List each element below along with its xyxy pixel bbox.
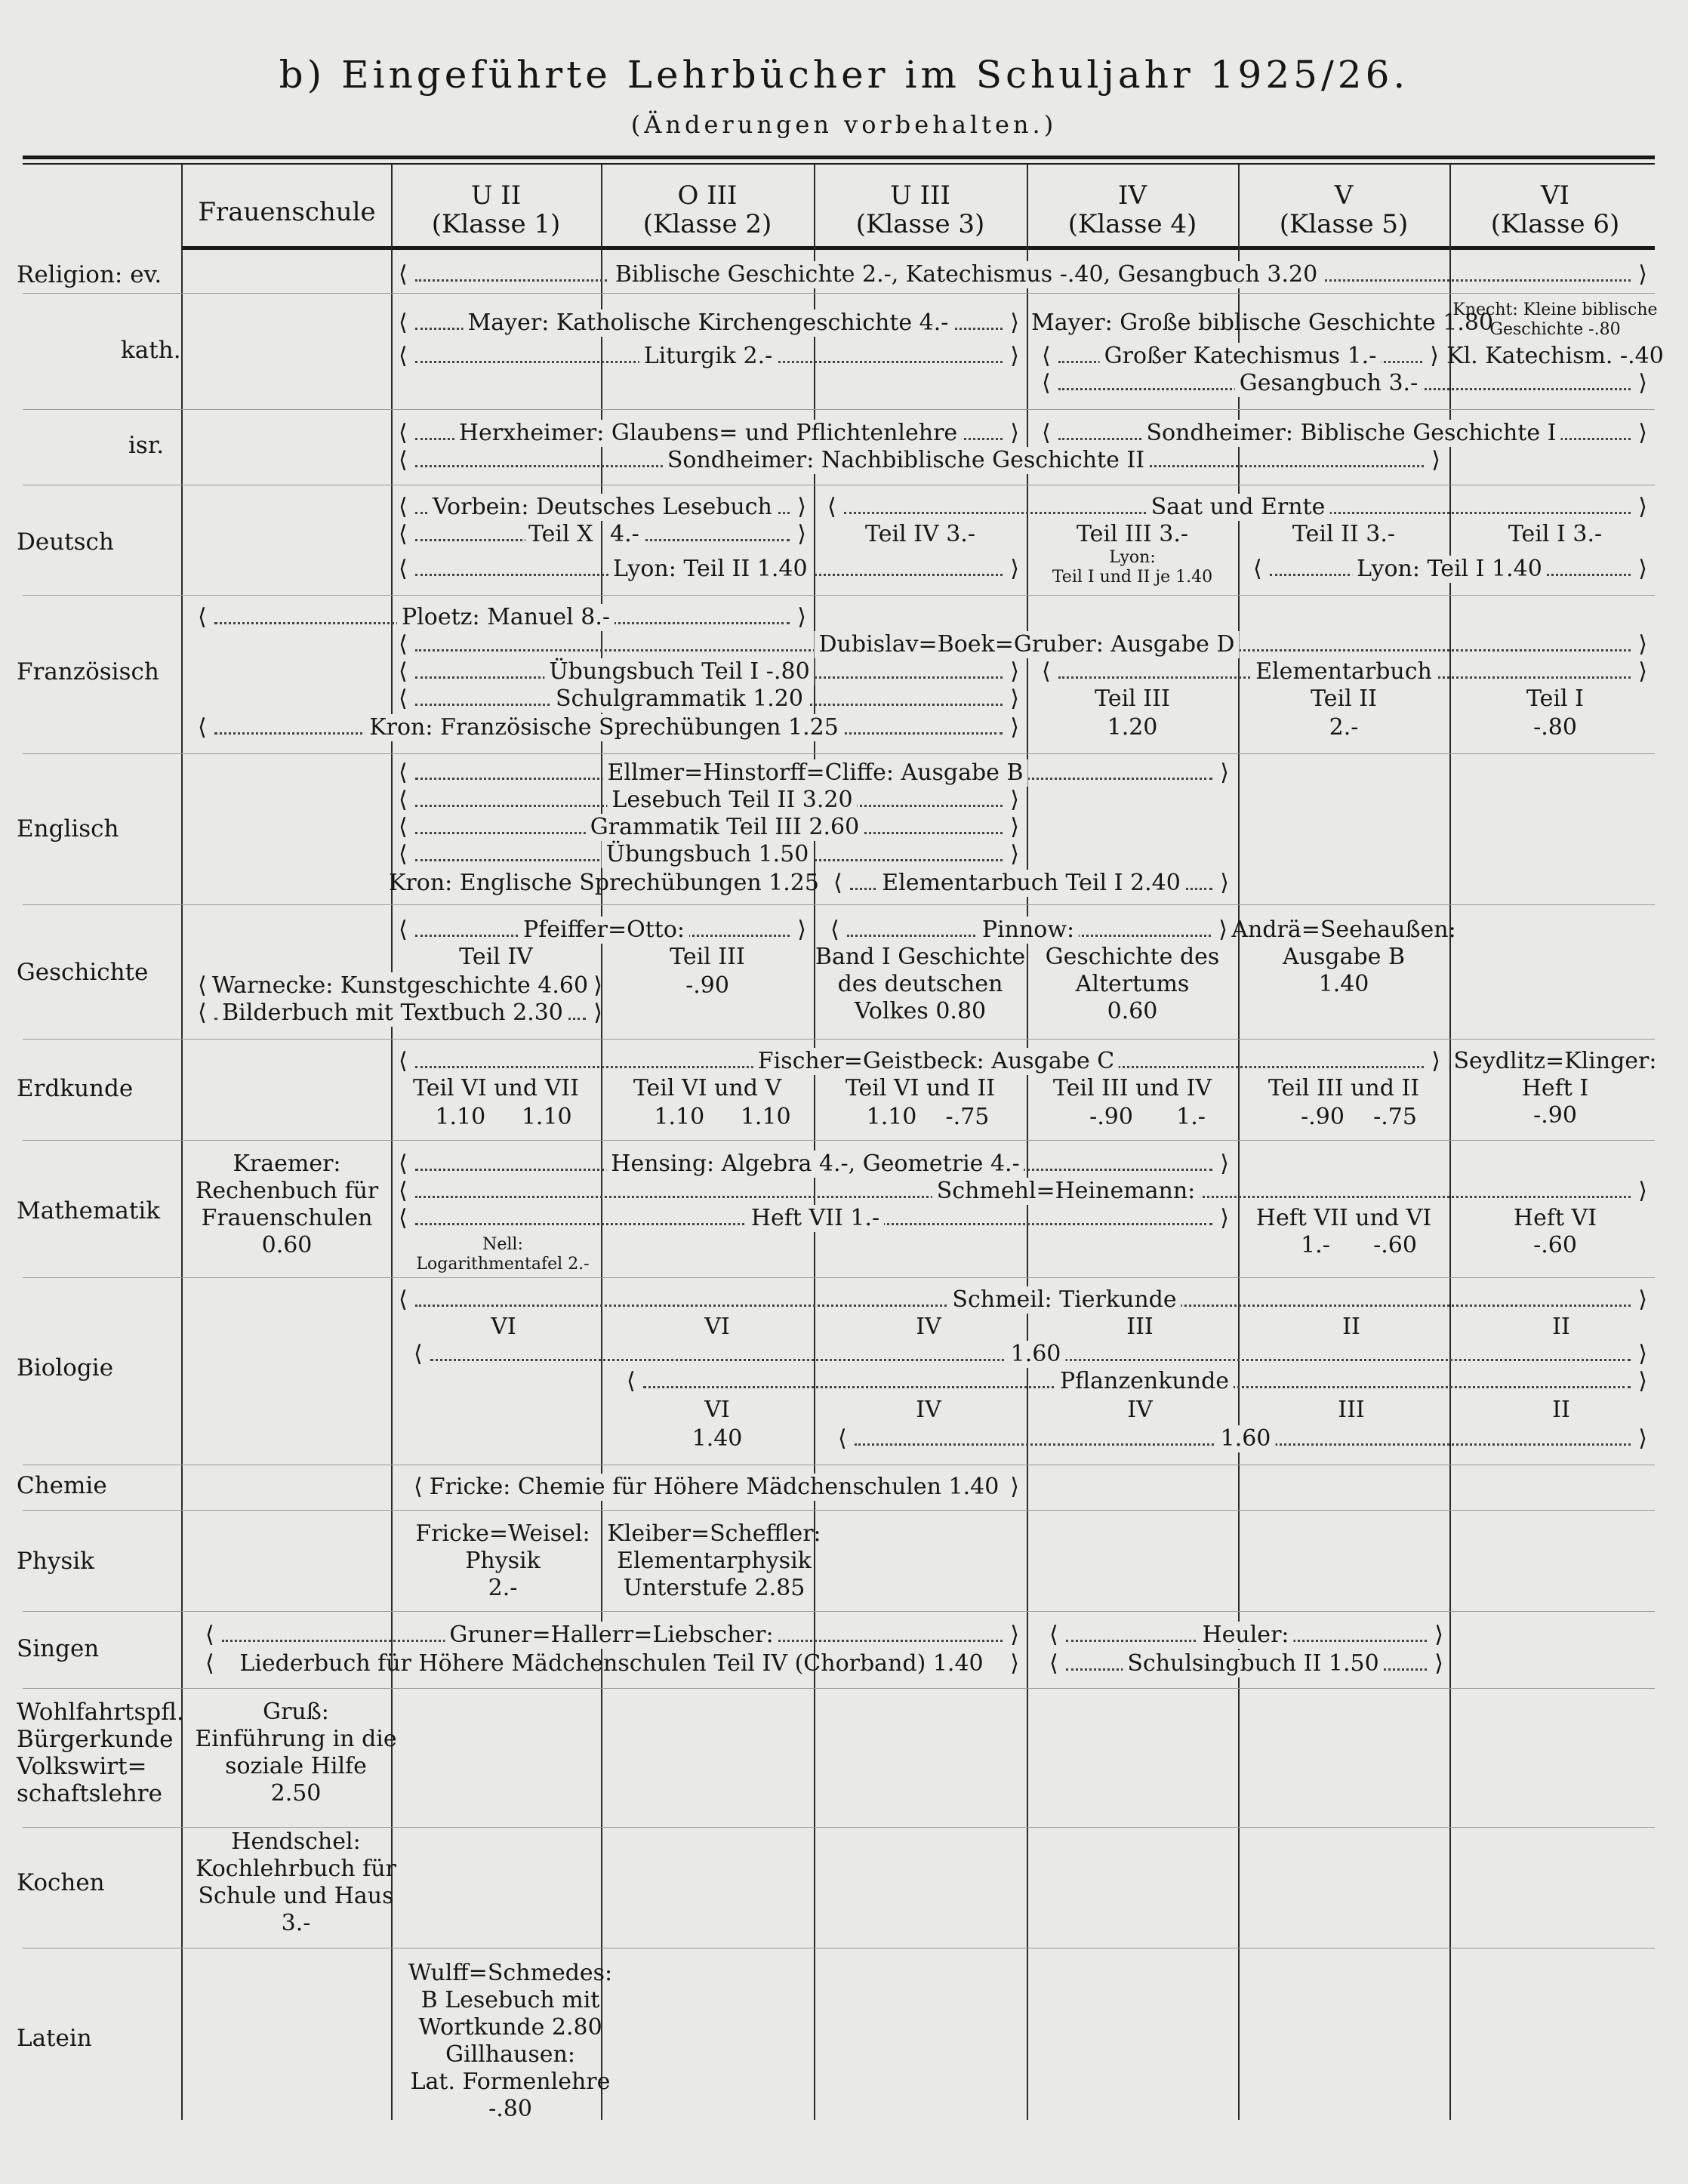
range-arrow: ⟨ ⟩	[399, 1151, 1229, 1177]
range-arrow: ⟨	[399, 521, 602, 548]
entry-ma-frauenschulen: Frauenschulen	[201, 1205, 373, 1231]
entry-bio-pfl-iv: IV	[1127, 1397, 1153, 1423]
entry-en-ellmer: Ellmer=Hinstorff=Cliffe: Ausgabe B	[602, 759, 1027, 787]
entry-de-teil-ii: Teil II 3.-	[1292, 521, 1396, 547]
entry-ek-uii-price: 1.10 1.10	[435, 1104, 572, 1130]
range-arrow: ⟨ ⟩	[399, 1286, 1647, 1313]
entry-ma-heft-vi: Heft VI	[1513, 1205, 1597, 1231]
row-separator	[23, 293, 1655, 294]
entry-ma-heft-vii-vi: Heft VII und VI	[1255, 1205, 1432, 1231]
entry-ek-iv: Teil III und IV	[1052, 1075, 1212, 1101]
entry-fr-teil-ii: Teil II	[1311, 685, 1377, 712]
entry-ek-uiii-price: 1.10 -.75	[866, 1104, 990, 1130]
range-arrow: ⟨ ⟩	[399, 841, 1019, 867]
entry-ge-teil-iii-price: -.90	[685, 972, 729, 999]
subject-isr: isr.	[128, 432, 165, 459]
entry-fr-kron: Kron: Französische Sprechübungen 1.25	[365, 714, 843, 741]
entry-ma-logarithmentafel: Logarithmentafel 2.-	[416, 1255, 590, 1274]
entry-wo-price: 2.50	[270, 1780, 322, 1807]
entry-bio-pfl-vi: II	[1552, 1397, 1570, 1423]
range-arrow: ⟨ ⟩	[833, 870, 1229, 896]
entry-de-teil-iv: Teil IV 3.-	[865, 521, 975, 547]
entry-bio-pflanzenkunde: Pflanzenkunde	[1055, 1368, 1234, 1395]
entry-ek-fischer: Fischer=Geistbeck: Ausgabe C	[753, 1048, 1119, 1075]
entry-la-formenlehre: Lat. Formenlehre	[410, 2068, 611, 2095]
entry-de-vorbein: Vorbein: Deutsches Lesebuch	[428, 494, 777, 521]
range-arrow: ⟨ ⟩	[399, 658, 1019, 685]
entry-ge-deutschen: des deutschen	[837, 971, 1003, 997]
subject-kath: kath.	[121, 337, 181, 364]
row-separator	[23, 1277, 1655, 1278]
entry-ge-pfeiffer: Pfeiffer=Otto:	[519, 916, 689, 944]
entry-ma-heft-vii-vi-price: 1.- -.60	[1301, 1232, 1417, 1258]
entry-ek-v-price: -.90 -.75	[1301, 1104, 1417, 1130]
range-arrow: ⟨ ⟩	[1049, 1622, 1443, 1648]
row-separator	[23, 1827, 1655, 1828]
entry-ph-elementarphysik: Elementarphysik	[617, 1548, 812, 1574]
entry-ek-heft-i: Heft I	[1521, 1075, 1589, 1101]
header-oiii-name: O III	[677, 180, 738, 211]
subject-mathematik: Mathematik	[17, 1197, 161, 1224]
entry-kath-katechismus: Großer Katechismus 1.-	[1100, 343, 1382, 370]
subject-singen: Singen	[17, 1635, 100, 1662]
subject-wohlfahrt-3: Volkswirt=	[17, 1753, 147, 1780]
subject-erdkunde: Erdkunde	[17, 1075, 134, 1102]
entry-fr-teil-ii-price: 2.-	[1329, 714, 1359, 741]
entry-ek-seydlitz: Seydlitz=Klinger:	[1453, 1048, 1657, 1074]
header-iv-name: IV	[1118, 180, 1147, 211]
entry-de-lyon-i-ii: Teil I und II je 1.40	[1052, 568, 1213, 587]
range-arrow: ⟨ ⟩	[399, 556, 1019, 582]
entry-bio-pfl-v: III	[1338, 1397, 1365, 1423]
range-arrow: ⟨ ⟩	[399, 1205, 1229, 1231]
row-separator	[23, 1688, 1655, 1689]
entry-isr-herxheimer: Herxheimer: Glaubens= und Pflichtenlehre	[454, 420, 962, 447]
entry-ge-volkes: Volkes 0.80	[854, 998, 987, 1024]
entry-ph-fricke-weisel: Fricke=Weisel:	[415, 1520, 590, 1547]
entry-fr-uebungsbuch: Übungsbuch Teil I -.80	[544, 658, 814, 685]
entry-de-teil-x: Teil X	[525, 521, 596, 548]
entry-en-grammatik: Grammatik Teil III 2.60	[586, 814, 864, 841]
entry-ge-altertums-price: 0.60	[1107, 998, 1158, 1024]
entry-wo-einfuehrung: Einführung in die	[195, 1726, 397, 1752]
entry-si-liederbuch: Liederbuch für Höhere Mädchenschulen Teil IV (Chorband) 1.40	[239, 1650, 984, 1677]
header-v-name: V	[1334, 180, 1354, 211]
range-arrow: ⟨ ⟩	[198, 604, 806, 630]
entry-de-saat-und-ernte: Saat und Ernte	[1147, 494, 1330, 521]
entry-ph-kleiber: Kleiber=Scheffler:	[607, 1520, 821, 1547]
range-arrow: ⟨ ⟩	[399, 1178, 1647, 1204]
entry-bio-tier-v: II	[1342, 1314, 1360, 1340]
entry-ge-teil-iii: Teil III	[670, 944, 745, 970]
subject-chemie: Chemie	[17, 1472, 107, 1499]
entry-ek-uiii: Teil VI und II	[845, 1075, 996, 1101]
entry-de-teil-i: Teil I 3.-	[1508, 521, 1603, 547]
range-arrow: ⟨ ⟩	[399, 916, 806, 943]
entry-ek-oiii: Teil VI und V	[633, 1075, 782, 1101]
entry-ge-geschichte-des: Geschichte des	[1045, 944, 1220, 970]
entry-si-schulsingbuch: Schulsingbuch II 1.50	[1123, 1650, 1383, 1677]
subject-wohlfahrt-2: Bürgerkunde	[17, 1726, 174, 1753]
range-arrow: ⟨ ⟩	[399, 310, 1019, 336]
entry-ko-hendschel: Hendschel:	[231, 1828, 361, 1855]
header-frauenschule: Frauenschule	[198, 197, 376, 227]
range-arrow: ⟨ ⟩	[198, 714, 1019, 741]
entry-bio-pfl-oiii: VI	[704, 1397, 730, 1423]
entry-wo-soziale-hilfe: soziale Hilfe	[225, 1753, 367, 1779]
entry-si-heuler: Heuler:	[1197, 1622, 1293, 1649]
header-rule	[181, 246, 1655, 250]
entry-en-lesebuch: Lesebuch Teil II 3.20	[607, 787, 857, 814]
entry-ko-schule-haus: Schule und Haus	[198, 1883, 394, 1909]
entry-kath-biblische-geschichte: Mayer: Große biblische Geschichte 1.80	[1031, 310, 1494, 336]
header-uiii-klasse: (Klasse 3)	[855, 209, 985, 239]
entry-ge-band-i: Band I Geschichte	[815, 944, 1026, 970]
entry-fr-teil-iii: Teil III	[1095, 685, 1170, 712]
entry-bio-schmeil: Schmeil: Tierkunde	[947, 1286, 1181, 1314]
entry-ek-v: Teil III und II	[1268, 1075, 1420, 1101]
entry-fr-ploetz: Ploetz: Manuel 8.-	[397, 604, 615, 631]
entry-kath-knecht-2: Geschichte -.80	[1489, 320, 1621, 339]
entry-ek-iv-price: -.90 1.-	[1089, 1104, 1206, 1130]
range-arrow: ⟨ ⟩	[399, 494, 806, 520]
entry-la-lesebuch: B Lesebuch mit	[420, 1987, 600, 2013]
entry-kath-knecht-1: Knecht: Kleine biblische	[1452, 300, 1658, 319]
subject-wohlfahrt-1: Wohlfahrtspfl.	[17, 1699, 184, 1726]
range-arrow: ⟨ ⟩	[1253, 556, 1647, 582]
entry-ge-ausgabe-b-price: 1.40	[1318, 971, 1369, 997]
entry-bio-pfl-uiii: IV	[916, 1397, 941, 1423]
entry-bio-tier-iv: III	[1126, 1314, 1154, 1340]
entry-ge-ausgabe-b: Ausgabe B	[1282, 944, 1406, 970]
range-arrow: ⟨ ⟩	[627, 1368, 1647, 1394]
range-arrow: ⟨ ⟩	[198, 972, 602, 999]
subject-wohlfahrt-4: schaftslehre	[17, 1780, 162, 1807]
header-oiii-klasse: (Klasse 2)	[642, 209, 772, 239]
entry-bio-tier-oiii: VI	[704, 1314, 730, 1340]
entry-ge-andrae: Andrä=Seehaußen:	[1231, 916, 1456, 943]
entry-de-4: 4.-	[610, 521, 644, 548]
range-arrow: ⟨ ⟩	[838, 1425, 1647, 1452]
range-arrow: ⟨ ⟩	[399, 759, 1229, 786]
range-arrow: ⟨ ⟩	[399, 343, 1019, 369]
header-iv-klasse: (Klasse 4)	[1067, 209, 1197, 239]
entry-bio-tier-vi: II	[1552, 1314, 1570, 1340]
entry-isr-biblisch: Sondheimer: Biblische Geschichte I	[1142, 420, 1561, 447]
row-separator	[23, 409, 1655, 410]
row-separator	[23, 904, 1655, 905]
entry-kath-liturgik: Liturgik 2.-	[639, 343, 778, 370]
page-title: b) Eingeführte Lehrbücher im Schuljahr 1925/26.	[279, 53, 1409, 97]
entry-si-gruner: Gruner=Hallerr=Liebscher:	[445, 1622, 778, 1649]
range-arrow: ⟨ ⟩	[399, 685, 1019, 712]
entry-ma-heft-vi-price: -.60	[1533, 1232, 1577, 1258]
entry-la-wulff: Wulff=Schmedes:	[408, 1960, 613, 1986]
subject-physik: Physik	[17, 1548, 94, 1575]
entry-ge-altertums: Altertums	[1075, 971, 1190, 997]
entry-ge-warnecke: Warnecke: Kunstgeschichte 4.60	[208, 972, 593, 1000]
range-arrow: ⟨ ⟩	[1042, 343, 1439, 369]
entry-ma-schmehl: Schmehl=Heinemann:	[932, 1178, 1200, 1205]
header-uiii-name: U III	[890, 180, 950, 211]
entry-ph-unterstufe: Unterstufe 2.85	[623, 1575, 805, 1601]
entry-fr-schulgrammatik: Schulgrammatik 1.20	[551, 685, 808, 713]
range-arrow: ⟨ ⟩	[399, 1048, 1440, 1074]
header-vi-klasse: (Klasse 6)	[1490, 209, 1620, 239]
row-separator	[23, 595, 1655, 596]
entry-en-elementarbuch: Elementarbuch Teil I 2.40	[877, 870, 1185, 897]
range-arrow: ⟨ ⟩	[399, 447, 1440, 473]
entry-religion-ev: Biblische Geschichte 2.-, Katechismus -.40, Gesangbuch 3.20	[609, 261, 1323, 288]
entry-ek-uii: Teil VI und VII	[413, 1075, 579, 1101]
entry-ma-hensing: Hensing: Algebra 4.-, Geometrie 4.-	[606, 1151, 1024, 1178]
range-arrow: ⟨ ⟩	[198, 1000, 602, 1026]
entry-bio-pfl-oiii-price: 1.40	[692, 1425, 743, 1452]
entry-ma-nell: Nell:	[482, 1235, 523, 1254]
top-rule-thin	[23, 163, 1655, 165]
entry-ma-rechenbuch: Rechenbuch für	[195, 1178, 379, 1204]
entry-la-gillhausen: Gillhausen:	[445, 2041, 575, 2068]
header-v-klasse: (Klasse 5)	[1279, 209, 1409, 239]
range-arrow: ⟨ ⟩	[205, 1650, 1019, 1677]
entry-ko-price: 3.-	[281, 1910, 311, 1936]
entry-wo-gruss: Gruß:	[263, 1699, 329, 1725]
entry-ph-physik: Physik	[465, 1548, 541, 1574]
range-arrow: ⟨ ⟩	[399, 631, 1647, 658]
row-separator	[23, 1611, 1655, 1612]
entry-fr-dubislav: Dubislav=Boek=Gruber: Ausgabe D	[815, 631, 1240, 658]
page-subtitle: (Änderungen vorbehalten.)	[630, 110, 1058, 139]
entry-fr-elementarbuch: Elementarbuch	[1251, 658, 1437, 685]
entry-isr-nachbiblisch: Sondheimer: Nachbiblische Geschichte II	[663, 447, 1149, 474]
entry-de-lyon-label: Lyon:	[1109, 548, 1156, 567]
row-separator	[23, 1140, 1655, 1141]
entry-bio-tier-uiii: IV	[916, 1314, 941, 1340]
entry-ek-oiii-price: 1.10 1.10	[654, 1104, 791, 1130]
entry-kath-kl-katechismus: Kl. Katechism. -.40	[1446, 343, 1664, 369]
entry-bio-tier-price: 1.60	[1006, 1341, 1066, 1368]
range-arrow: ⟩	[610, 521, 806, 548]
entry-ch-fricke: Fricke: Chemie für Höhere Mädchenschulen 1.40	[425, 1474, 1004, 1501]
row-separator	[23, 1510, 1655, 1511]
entry-la-price: -.80	[488, 2096, 532, 2122]
range-arrow: ⟨ ⟩	[1042, 420, 1647, 446]
subject-kochen: Kochen	[17, 1869, 105, 1896]
entry-ge-bilderbuch: Bilderbuch mit Textbuch 2.30	[217, 1000, 568, 1027]
subject-religion: Religion: ev.	[17, 261, 162, 288]
subject-geschichte: Geschichte	[17, 959, 149, 986]
entry-de-lyon-i: Lyon: Teil I 1.40	[1352, 556, 1547, 583]
range-arrow: ⟨ ⟩	[399, 814, 1019, 840]
range-arrow: ⟨ ⟩	[414, 1341, 1647, 1367]
entry-de-lyon-ii: Lyon: Teil II 1.40	[608, 556, 812, 583]
entry-ma-heft-vii: Heft VII 1.-	[747, 1205, 884, 1232]
entry-ge-teil-iv: Teil IV	[459, 944, 533, 970]
entry-en-uebungsbuch: Übungsbuch 1.50	[602, 841, 814, 868]
entry-la-wortkunde: Wortkunde 2.80	[418, 2014, 602, 2041]
entry-de-teil-iii: Teil III 3.-	[1076, 521, 1189, 547]
entry-ma-price: 0.60	[261, 1232, 313, 1258]
subject-deutsch: Deutsch	[17, 528, 114, 556]
entry-fr-teil-i-price: -.80	[1533, 714, 1577, 741]
entry-ge-pinnow: Pinnow:	[978, 916, 1079, 944]
row-separator	[23, 753, 1655, 754]
entry-en-kron: Kron: Englische Sprechübungen 1.25	[389, 870, 819, 896]
range-arrow: ⟨ ⟩	[1042, 658, 1647, 685]
header-uii-name: U II	[470, 180, 522, 211]
top-rule	[23, 156, 1655, 159]
subject-franzoesisch: Französisch	[17, 658, 159, 685]
range-arrow: ⟨ ⟩	[205, 1622, 1019, 1648]
subject-biologie: Biologie	[17, 1354, 114, 1382]
entry-ma-kraemer: Kraemer:	[233, 1151, 341, 1177]
header-vi-name: VI	[1541, 180, 1569, 211]
subject-englisch: Englisch	[17, 815, 119, 842]
subject-latein: Latein	[17, 2025, 92, 2052]
range-arrow: ⟨ ⟩	[399, 420, 1019, 446]
range-arrow: ⟨ ⟩	[399, 261, 1647, 288]
entry-kath-gesangbuch: Gesangbuch 3.-	[1235, 370, 1422, 397]
entry-kath-kirchengeschichte: Mayer: Katholische Kirchengeschichte 4.-	[464, 310, 953, 337]
range-arrow: ⟨ ⟩	[1049, 1650, 1443, 1677]
entry-bio-pfl-price: 1.60	[1216, 1425, 1276, 1452]
row-separator	[23, 1039, 1655, 1040]
range-arrow: ⟨ ⟩	[399, 787, 1019, 813]
entry-fr-teil-i: Teil I	[1526, 685, 1585, 712]
header-uii-klasse: (Klasse 1)	[431, 209, 561, 239]
range-arrow: ⟨ ⟩	[414, 1474, 1019, 1500]
entry-ek-heft-i-price: -.90	[1533, 1102, 1577, 1129]
entry-ph-physik-price: 2.-	[488, 1575, 518, 1601]
entry-ko-kochlehrbuch: Kochlehrbuch für	[196, 1856, 396, 1882]
range-arrow: ⟨ ⟩	[830, 916, 1227, 943]
entry-bio-tier-uii: VI	[491, 1314, 516, 1340]
range-arrow: ⟨ ⟩	[827, 494, 1647, 520]
entry-fr-teil-iii-price: 1.20	[1107, 714, 1158, 741]
range-arrow: ⟨ ⟩	[1042, 370, 1647, 396]
